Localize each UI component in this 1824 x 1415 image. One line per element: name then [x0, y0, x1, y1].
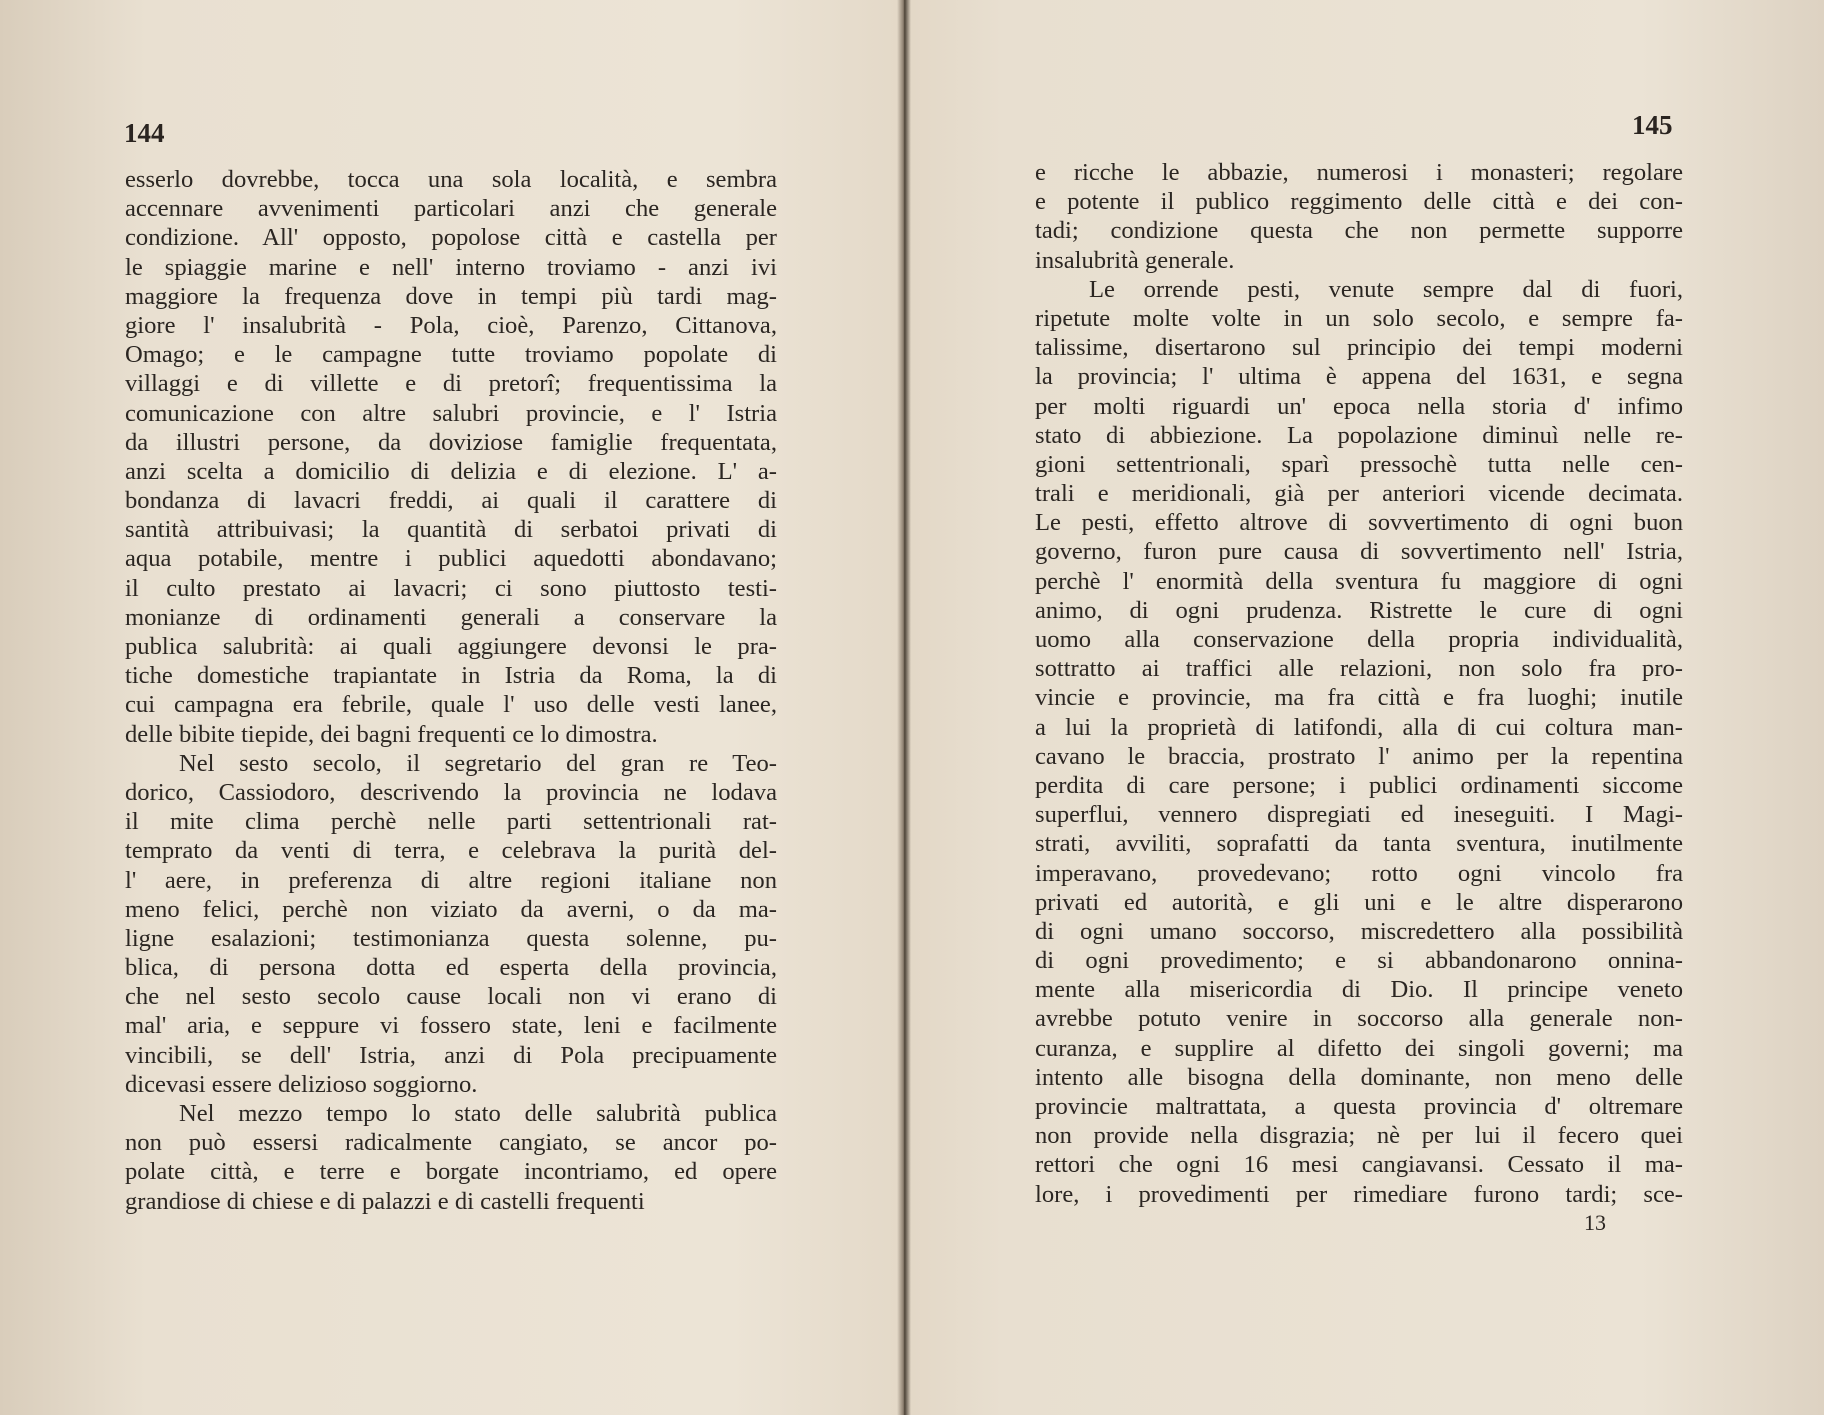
text-line: mente alla misericordia di Dio. Il principe veneto: [1035, 976, 1683, 1004]
text-line: villaggi e di villette e di pretorî; frequentissima la: [125, 370, 777, 398]
text-line: maggiore la frequenza dove in tempi più tardi mag-: [125, 282, 777, 310]
page-body-text: [125, 165, 777, 1216]
text-line: che nel sesto secolo cause locali non vi erano di: [125, 983, 777, 1011]
text-line: temprato da venti di terra, e celebrava la purità del-: [125, 837, 777, 865]
text-line: comunicazione con altre salubri provincie, e l' Istria: [125, 399, 777, 427]
text-line: il culto prestato ai lavacri; ci sono piuttosto testi-: [125, 574, 777, 602]
text-line: strati, avviliti, soprafatti da tanta sventura, inutilmente: [1035, 830, 1683, 858]
text-line: mal' aria, e seppure vi fossero state, leni e facilmente: [125, 1012, 777, 1040]
text-line: da illustri persone, da doviziose famiglie frequentata,: [125, 428, 777, 456]
text-line: stato di abbiezione. La popolazione diminuì nelle re-: [1035, 421, 1683, 449]
text-line: vincibili, se dell' Istria, anzi di Pola precipuamente: [125, 1041, 777, 1069]
text-line: bondanza di lavacri freddi, ai quali il carattere di: [125, 487, 777, 515]
text-line: vincie e provincie, ma fra città e fra luoghi; inutile: [1035, 684, 1683, 712]
text-line: monianze di ordinamenti generali a conservare la: [125, 603, 777, 631]
text-line: lore, i provedimenti per rimediare furono tardi; sce-: [1035, 1180, 1683, 1208]
text-line: rettori che ogni 16 mesi cangiavansi. Cessato il ma-: [1035, 1151, 1683, 1179]
text-line: non provide nella disgrazia; nè per lui il fecero quei: [1035, 1122, 1683, 1150]
text-line: le spiaggie marine e nell' interno troviamo - anzi ivi: [125, 253, 777, 281]
page-body-text: [1035, 158, 1683, 1209]
text-line: anzi scelta a domicilio di delizia e di elezione. L' a-: [125, 457, 777, 485]
text-line: meno felici, perchè non viziato da averni, o da ma-: [125, 895, 777, 923]
text-line: Le orrende pesti, venute sempre dal di fuori,: [1089, 275, 1683, 303]
text-line: superflui, vennero dispregiati ed ineseguiti. I Magi-: [1035, 801, 1683, 829]
book-gutter: [897, 0, 911, 1415]
text-line: non può essersi radicalmente cangiato, se ancor po-: [125, 1129, 777, 1157]
text-line: governo, furon pure causa di sovvertimento nell' Istria,: [1035, 538, 1683, 566]
text-line: condizione. All' opposto, popolose città e castella per: [125, 224, 777, 252]
text-line: provincie maltrattata, a questa provincia d' oltremare: [1035, 1093, 1683, 1120]
text-line: imperavano, provedevano; rotto ogni vincolo fra: [1035, 859, 1683, 887]
text-line: Omago; e le campagne tutte troviamo popolate di: [125, 341, 777, 369]
text-line: e potente il publico reggimento delle città e dei con-: [1035, 188, 1683, 216]
text-line: ripetute molte volte in un solo secolo, e sempre fa-: [1035, 304, 1683, 332]
text-line: avrebbe potuto venire in soccorso alla generale non-: [1035, 1005, 1683, 1033]
text-line: cavano le braccia, prostrato l' animo per la repentina: [1035, 742, 1683, 770]
text-line: ligne esalazioni; testimonianza questa solenne, pu-: [125, 924, 777, 952]
text-line: publica salubrità: ai quali aggiungere devonsi le pra-: [125, 633, 777, 660]
text-line: accennare avvenimenti particolari anzi che generale: [125, 195, 777, 223]
page-number: 145: [1632, 110, 1673, 140]
text-line: delle bibite tiepide, dei bagni frequenti ce lo dimostra.: [125, 720, 658, 748]
text-line: dicevasi essere delizioso soggiorno.: [125, 1070, 478, 1098]
text-line: gioni settentrionali, sparì pressochè tutta nelle cen-: [1035, 450, 1683, 478]
text-line: perchè l' enormità della sventura fu maggiore di ogni: [1035, 567, 1683, 595]
page-number: 144: [124, 118, 165, 148]
text-line: Le pesti, effetto altrove di sovvertimento di ogni buon: [1035, 509, 1683, 537]
text-line: trali e meridionali, già per anteriori vicende decimata.: [1035, 480, 1683, 508]
text-line: talissime, disertarono sul principio dei tempi moderni: [1035, 334, 1683, 362]
text-line: grandiose di chiese e di palazzi e di castelli frequenti: [125, 1187, 645, 1215]
text-line: sottratto ai traffici alle relazioni, non solo fra pro-: [1035, 655, 1683, 683]
text-line: esserlo dovrebbe, tocca una sola località, e sembra: [125, 166, 777, 193]
signature-mark: 13: [1584, 1210, 1606, 1235]
text-line: e ricche le abbazie, numerosi i monasteri; regolare: [1035, 159, 1683, 186]
text-line: Nel mezzo tempo lo stato delle salubrità publica: [179, 1100, 777, 1127]
text-line: a lui la proprietà di latifondi, alla di cui coltura man-: [1035, 713, 1683, 741]
text-line: cui campagna era febrile, quale l' uso delle vesti lanee,: [125, 691, 777, 719]
text-line: uomo alla conservazione della propria individualità,: [1035, 626, 1683, 653]
text-line: per molti riguardi un' epoca nella storia d' infimo: [1035, 392, 1683, 420]
text-line: dorico, Cassiodoro, descrivendo la provincia ne lodava: [125, 778, 777, 806]
text-line: animo, di ogni prudenza. Ristrette le cure di ogni: [1035, 596, 1683, 624]
text-line: privati ed autorità, e gli uni e le altre disperarono: [1035, 888, 1683, 916]
right-page: [911, 0, 1824, 1415]
text-line: polate città, e terre e borgate incontriamo, ed opere: [125, 1158, 777, 1186]
text-line: di ogni provedimento; e si abbandonarono onnina-: [1035, 947, 1683, 975]
text-line: l' aere, in preferenza di altre regioni italiane non: [125, 866, 777, 894]
text-line: tadi; condizione questa che non permette supporre: [1035, 217, 1683, 245]
text-line: perdita di care persone; i publici ordinamenti siccome: [1035, 771, 1683, 799]
text-line: la provincia; l' ultima è appena del 1631, e segna: [1035, 363, 1683, 391]
text-line: Nel sesto secolo, il segretario del gran re Teo-: [179, 749, 777, 777]
text-line: il mite clima perchè nelle parti settentrionali rat-: [125, 808, 777, 836]
text-line: intento alle bisogna della dominante, non meno delle: [1035, 1063, 1683, 1091]
text-line: blica, di persona dotta ed esperta della provincia,: [125, 954, 777, 982]
text-line: giore l' insalubrità - Pola, cioè, Parenzo, Cittanova,: [125, 311, 777, 339]
text-line: di ogni umano soccorso, miscredettero alla possibilità: [1035, 917, 1683, 945]
text-line: curanza, e supplire al difetto dei singoli governi; ma: [1035, 1034, 1683, 1062]
text-line: tiche domestiche trapiantate in Istria da Roma, la di: [125, 662, 777, 690]
text-line: aqua potabile, mentre i publici aquedotti abondavano;: [125, 545, 777, 573]
text-line: insalubrità generale.: [1035, 246, 1235, 274]
left-page: [0, 0, 897, 1415]
text-line: santità attribuivasi; la quantità di serbatoi privati di: [125, 516, 777, 544]
